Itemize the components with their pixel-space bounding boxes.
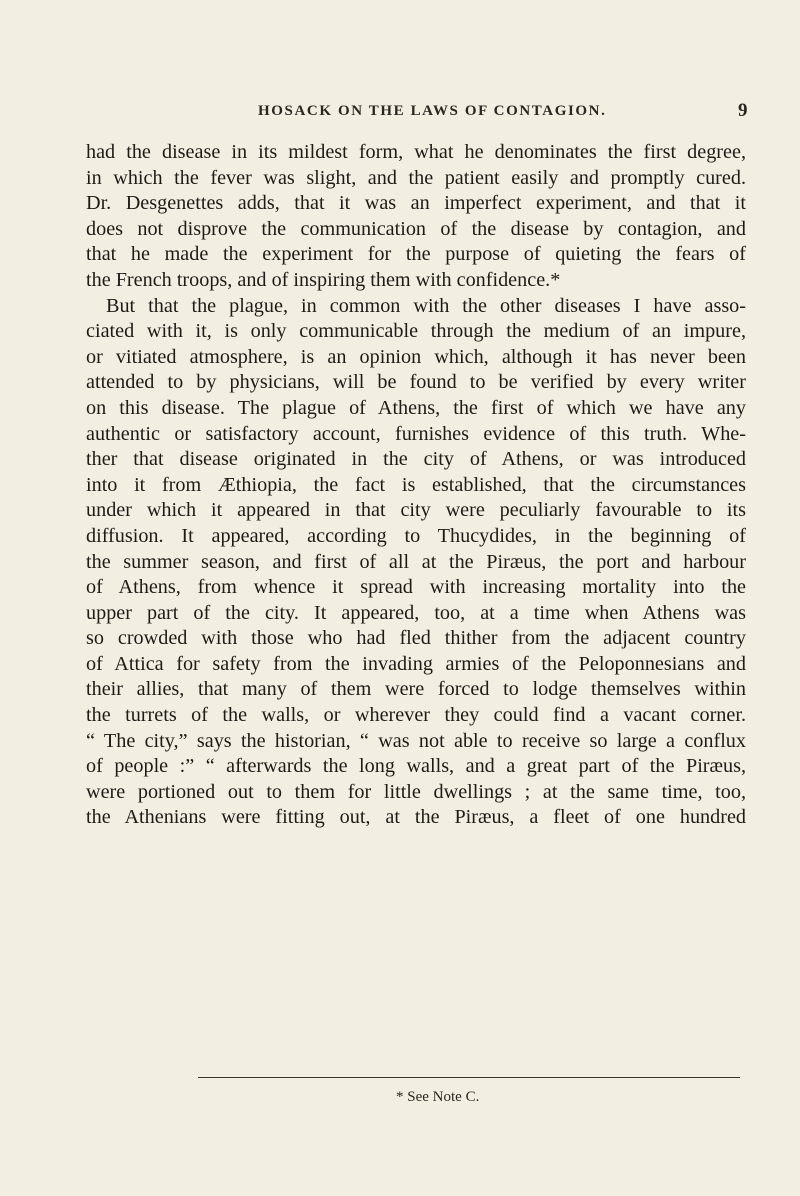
text-line: upper part of the city. It appeared, too, at a time when Athens was xyxy=(86,601,746,624)
text-line: or vitiated atmosphere, is an opinion which, although it has never been xyxy=(86,345,746,368)
text-line: does not disprove the communication of the disease by contagion, and xyxy=(86,217,746,240)
text-line: into it from Æthiopia, the fact is established, that the circumstances xyxy=(86,473,746,496)
text-line: the Athenians were fitting out, at the Piræus, a fleet of one hundred xyxy=(86,806,746,829)
text-line: authentic or satisfactory account, furnishes evidence of this truth. Whe- xyxy=(86,422,746,445)
text-line: of people :” “ afterwards the long walls, and a great part of the Piræus, xyxy=(86,755,746,778)
text-line: ciated with it, is only communicable through the medium of an impure, xyxy=(86,320,746,343)
text-line: Dr. Desgenettes adds, that it was an imperfect experiment, and that it xyxy=(86,192,746,215)
text-line: attended to by physicians, will be found to be verified by every writer xyxy=(86,371,746,394)
running-head: HOSACK ON THE LAWS OF CONTAGION. xyxy=(258,103,607,119)
text-line: so crowded with those who had fled thither from the adjacent country xyxy=(86,627,746,650)
text-line: that he made the experiment for the purpose of quieting the fears of xyxy=(86,243,746,266)
text-line: diffusion. It appeared, according to Thucydides, in the beginning of xyxy=(86,524,746,547)
text-line: the summer season, and first of all at the Piræus, the port and harbour xyxy=(86,550,746,573)
footnote-rule xyxy=(198,1077,740,1078)
text-line: the turrets of the walls, or wherever they could find a vacant corner. xyxy=(86,704,746,727)
text-line: of Attica for safety from the invading armies of the Peloponnesians and xyxy=(86,652,746,675)
body-text xyxy=(86,140,746,831)
text-line: ther that disease originated in the city of Athens, or was introduced xyxy=(86,448,746,471)
text-line: had the disease in its mildest form, what he denominates the first degree, xyxy=(86,141,746,163)
text-line: under which it appeared in that city were peculiarly favourable to its xyxy=(86,499,746,522)
footnote: * See Note C. xyxy=(396,1089,480,1105)
text-line: their allies, that many of them were forced to lodge themselves within xyxy=(86,678,746,701)
text-line: in which the fever was slight, and the patient easily and promptly cured. xyxy=(86,166,746,189)
text-line: the French troops, and of inspiring them with confidence.* xyxy=(86,268,561,291)
text-line: of Athens, from whence it spread with increasing mortality into the xyxy=(86,576,746,599)
text-line: were portioned out to them for little dwellings ; at the same time, too, xyxy=(86,780,746,803)
page-number: 9 xyxy=(738,100,748,121)
text-line: “ The city,” says the historian, “ was not able to receive so large a conflux xyxy=(86,729,746,752)
text-line: But that the plague, in common with the other diseases I have asso- xyxy=(106,294,746,317)
text-line: on this disease. The plague of Athens, the first of which we have any xyxy=(86,396,746,419)
